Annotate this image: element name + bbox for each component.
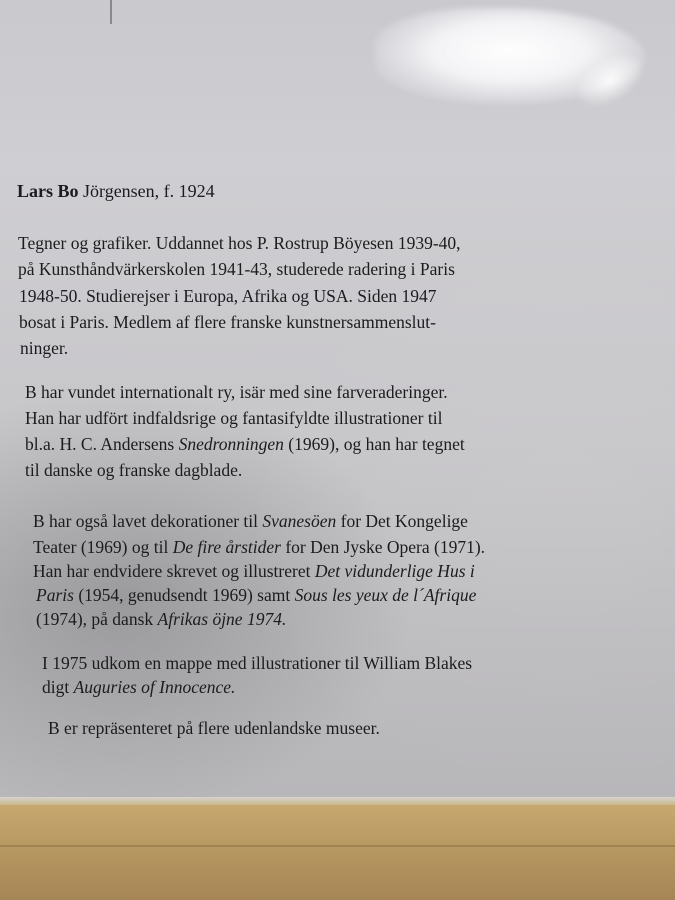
bio-line: Tegner og grafiker. Uddannet hos P. Rostrup Böyesen 1939-40,: [18, 233, 461, 253]
work-title: Svanesöen: [262, 511, 337, 531]
works-line: (1974), på dansk Afrikas öjne 1974.: [36, 609, 287, 629]
work-title: Snedronningen: [178, 434, 284, 454]
works-line: Han har endvidere skrevet og illustreret Det vidunderlige Hus i: [33, 561, 475, 581]
work-title: Auguries of Innocence.: [73, 677, 236, 697]
career-line: B har vundet internationalt ry, isär med sine farveraderinger.: [25, 382, 448, 402]
wood-grain-line: [0, 845, 675, 847]
museums-line: B er repräsenteret på flere udenlandske museer.: [48, 718, 380, 738]
work-title: Sous les yeux de l´Afrique: [294, 585, 477, 605]
bio-line: 1948-50. Studierejser i Europa, Afrika og USA. Siden 1947: [19, 286, 437, 306]
artist-heading: [17, 178, 215, 204]
scratch-mark: [110, 0, 112, 24]
works-line: B har også lavet dekorationer til Svanesöen for Det Kongelige: [33, 511, 468, 531]
wooden-frame: [0, 805, 675, 900]
portfolio-line: digt Auguries of Innocence.: [42, 677, 236, 697]
frame-edge: [0, 797, 675, 805]
career-line: bl.a. H. C. Andersens Snedronningen (1969), og han har tegnet: [25, 434, 465, 454]
career-line: til danske og franske dagblade.: [25, 460, 243, 480]
work-title: Afrikas öjne 1974.: [157, 609, 287, 629]
work-title: De fire årstider: [172, 537, 281, 557]
artist-name-bold: Lars Bo: [17, 181, 79, 201]
bio-line: på Kunsthåndvärkerskolen 1941-43, studerede radering i Paris: [18, 259, 455, 279]
artist-name-rest: Jörgensen, f. 1924: [78, 181, 215, 201]
bio-line: ninger.: [20, 338, 69, 358]
works-line: Paris (1954, genudsendt 1969) samt Sous les yeux de l´Afrique: [36, 585, 477, 605]
works-line: Teater (1969) og til De fire årstider for Den Jyske Opera (1971).: [33, 537, 486, 557]
bio-line: bosat i Paris. Medlem af flere franske kunstnersammenslut-: [19, 312, 436, 332]
work-title: Paris: [36, 585, 74, 605]
work-title: Det vidunderlige Hus i: [314, 561, 475, 581]
career-line: Han har udfört indfaldsrige og fantasifyldte illustrationer til: [25, 408, 443, 428]
portfolio-line: I 1975 udkom en mappe med illustrationer til William Blakes: [42, 653, 473, 673]
